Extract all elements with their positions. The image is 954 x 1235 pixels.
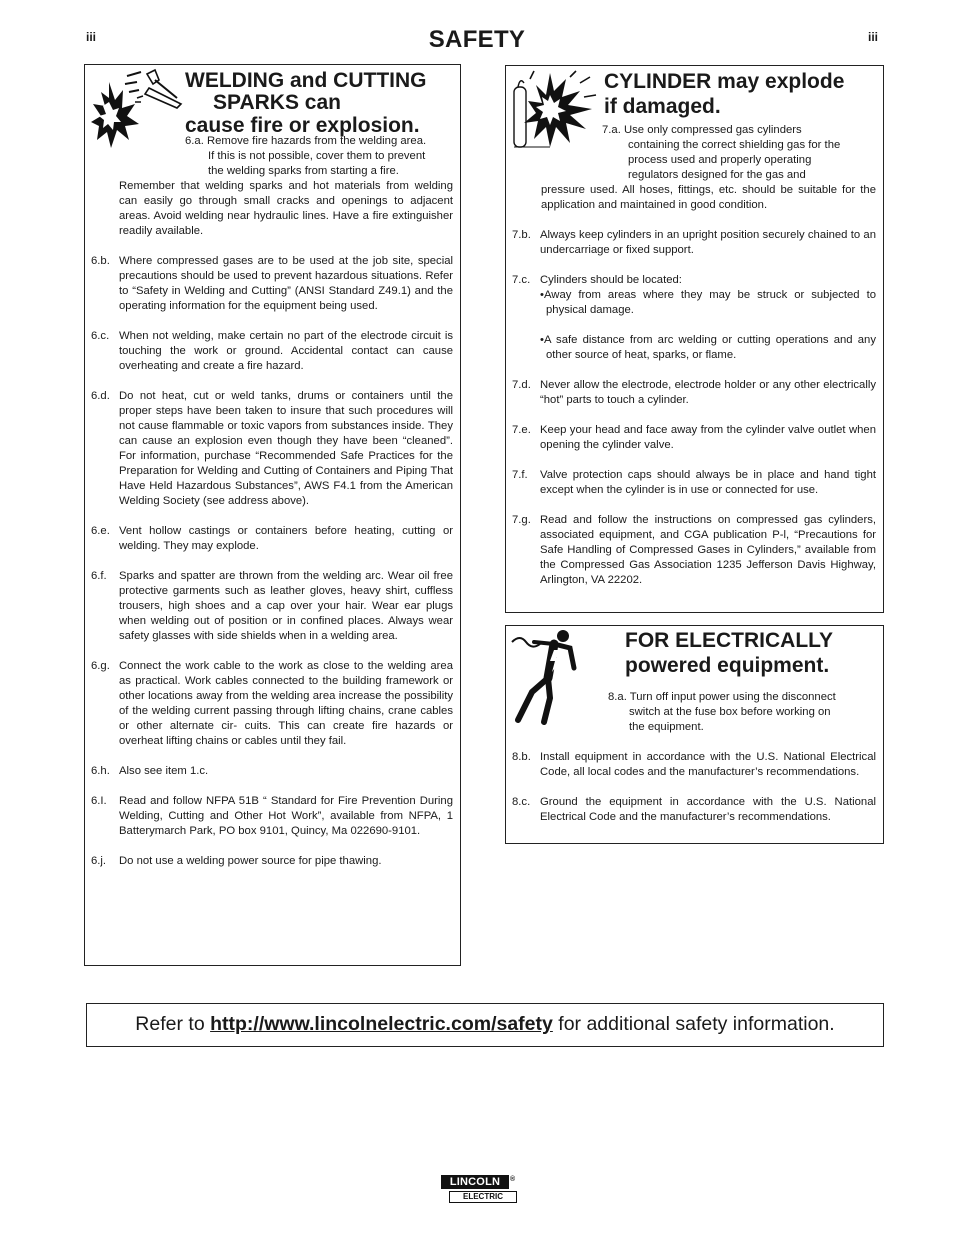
item-number: 7.e.	[512, 424, 531, 436]
item-7g	[512, 513, 876, 588]
page-number-right: iii	[868, 30, 879, 44]
welding-section-title	[185, 70, 460, 137]
item-text: Install equipment in accordance with the U.S. National Electrical Code, all local codes and the manufacturer’s recommendations.	[540, 751, 876, 778]
refer-suffix: for additional safety information.	[552, 1013, 835, 1035]
item-text: Connect the work cable to the work as close to the welding area as practical. Work cables connected to the building framework or other locations away from the welding area increase the possibility of the welding current passing through lifting chains, crane cables or other alternate cir- cuits. This can create fire hazards or overheat lifting chains or cables until they fail.	[119, 660, 453, 747]
item-6d	[91, 389, 453, 509]
item-text	[540, 273, 876, 363]
item-text: Also see item 1.c.	[119, 765, 209, 777]
item-8a	[512, 690, 876, 735]
electric-items-list	[512, 690, 876, 825]
item-7a-line4: regulators designed for the gas and	[628, 169, 806, 181]
item-number: 6.I.	[91, 795, 107, 807]
item-number: 6.c.	[91, 330, 110, 342]
page-title: SAFETY	[428, 26, 526, 53]
item-8a-line3: the equipment.	[629, 721, 704, 733]
item-text: Read and follow NFPA 51B “ Standard for Fire Prevention During Welding, Cutting and Other Hot Work”, available from NFPA, 1 Batterymarch Park, PO box 9101, Quincy, Ma 022690-9101.	[119, 795, 453, 837]
item-6e	[91, 524, 453, 554]
refer-prefix: Refer to	[135, 1013, 211, 1035]
item-7f	[512, 468, 876, 498]
item-number: 6.d.	[91, 390, 110, 402]
item-7a-lead: 7.a. Use only compressed gas cylinders	[602, 124, 802, 136]
item-7c	[512, 273, 876, 363]
item-6j	[91, 854, 453, 869]
item-number: 6.g.	[91, 660, 110, 672]
item-number: 6.e.	[91, 525, 110, 537]
item-text: Sparks and spatter are thrown from the welding arc. Wear oil free protective garments such as leather gloves, heavy shirt, cuffless trousers, high shoes and a cap over your hair. Wear ear plugs when welding out of position or in confined places. Always wear safety glasses with side shields when in a welding area.	[119, 570, 453, 642]
welding-title-line1: WELDING and CUTTING	[185, 69, 427, 92]
page-number-left: iii	[86, 30, 97, 44]
item-7a-rest: pressure used. All hoses, fittings, etc. should be suitable for the application and maintained in good condition.	[541, 184, 876, 211]
item-text: Keep your head and face away from the cylinder valve outlet when opening the cylinder valve.	[540, 424, 876, 451]
item-text: Ground the equipment in accordance with the U.S. National Electrical Code and the manufacturer’s recommendations.	[540, 796, 876, 823]
electric-section-title	[625, 629, 880, 679]
item-number: 6.b.	[91, 255, 110, 267]
item-6h	[91, 764, 453, 779]
welding-title-line2: SPARKS can	[213, 91, 341, 115]
cylinder-title-line1: CYLINDER may explode	[604, 70, 845, 93]
lincoln-electric-logo	[441, 1175, 519, 1206]
electrical-equipment-section	[505, 625, 884, 844]
item-6c	[91, 329, 453, 374]
item-8a-line2: switch at the fuse box before working on	[629, 706, 831, 718]
item-6i	[91, 794, 453, 839]
item-6b	[91, 254, 453, 314]
item-number: 7.f.	[512, 469, 528, 481]
refer-safety-banner	[86, 1003, 884, 1047]
logo-registered-mark: ®	[510, 1176, 516, 1183]
electric-title-line2: powered equipment.	[625, 653, 830, 677]
item-6a-line2: If this is not possible, cover them to prevent	[208, 150, 426, 162]
cylinder-items-list	[512, 123, 876, 588]
item-7c-bullet: •Away from areas where they may be struck or subjected to physical damage.	[540, 289, 876, 316]
item-text: Do not use a welding power source for pipe thawing.	[119, 855, 382, 867]
item-6g	[91, 659, 453, 749]
item-6f	[91, 569, 453, 644]
item-number: 7.g.	[512, 514, 531, 526]
item-number: 6.h.	[91, 765, 110, 777]
item-7a	[512, 123, 876, 213]
item-6a	[91, 134, 453, 239]
item-text: Where compressed gases are to be used at the job site, special precautions should be used to prevent hazardous situations. Refer to “Safety in Welding and Cutting” (ANSI Standard Z49.1) and the operating information for the equipment being used.	[119, 255, 453, 312]
item-8b	[512, 750, 876, 780]
item-6a-rest: Remember that welding sparks and hot materials from welding can easily go through small cracks and openings to adjacent areas. Avoid welding near hydraulic lines. Have a fire extinguisher readily available.	[119, 180, 453, 237]
item-7c-lead: Cylinders should be located:	[540, 274, 682, 286]
item-7b	[512, 228, 876, 258]
welding-items-list	[91, 134, 453, 869]
item-number: 6.f.	[91, 570, 107, 582]
item-8c	[512, 795, 876, 825]
cylinder-explode-section	[505, 65, 884, 613]
electric-title-line1: FOR ELECTRICALLY	[625, 629, 834, 652]
item-number: 6.j.	[91, 855, 107, 867]
item-text: Valve protection caps should always be in place and hand tight except when the cylinder is in use or connected for use.	[540, 469, 876, 496]
item-text: Read and follow the instructions on compressed gas cylinders, associated equipment, and CGA publication P-l, “Precautions for Safe Handling of Compressed Gases in Cylinders,” available from the Compressed Gas Association 1235 Jefferson Davis Highway, Arlington, VA 22202.	[540, 514, 876, 586]
item-text: Do not heat, cut or weld tanks, drums or containers until the proper steps have been taken to insure that such procedures will not cause flammable or toxic vapors from substances inside. They can cause an explosion even though they have been “cleaned”. For information, purchase “Recommended Safe Practices for the Preparation for Welding and Cutting of Containers and Piping That Have Held Hazardous Substances”, AWS F4.1 from the American Welding Society (see address above).	[119, 390, 453, 507]
item-7c-bullet: •A safe distance from arc welding or cutting operations and any other source of heat, sparks, or flame.	[540, 334, 876, 361]
item-text: Vent hollow castings or containers before heating, cutting or welding. They may explode.	[119, 525, 453, 552]
refer-text	[87, 1013, 883, 1036]
item-text: Always keep cylinders in an upright position securely chained to an undercarriage or fixed support.	[540, 229, 876, 256]
logo-lincoln: LINCOLN	[441, 1175, 509, 1189]
item-6a-line3: the welding sparks from starting a fire.	[208, 165, 399, 177]
cylinder-title-line2: if damaged.	[604, 95, 721, 119]
welding-title-line3: cause fire or explosion.	[185, 113, 420, 137]
item-7e	[512, 423, 876, 453]
item-8a-lead: 8.a. Turn off input power using the disconnect	[608, 691, 836, 703]
item-7a-line3: process used and properly operating	[628, 154, 812, 166]
item-text: When not welding, make certain no part of the electrode circuit is touching the work or ground. Accidental contact can cause overheating and create a fire hazard.	[119, 330, 453, 372]
safety-url-link[interactable]: http://www.lincolnelectric.com/safety	[210, 1013, 553, 1035]
item-number: 7.d.	[512, 379, 531, 391]
logo-electric: ELECTRIC	[449, 1191, 517, 1203]
item-7a-line2: containing the correct shielding gas for the	[628, 139, 841, 151]
welding-sparks-section	[84, 64, 461, 966]
item-7d	[512, 378, 876, 408]
cylinder-section-title	[604, 69, 879, 119]
item-number: 8.b.	[512, 751, 531, 763]
item-text: Never allow the electrode, electrode holder or any other electrically “hot” parts to touch a cylinder.	[540, 379, 876, 406]
item-6a-lead: 6.a. Remove fire hazards from the welding area.	[185, 135, 427, 147]
item-number: 7.b.	[512, 229, 531, 241]
item-number: 8.c.	[512, 796, 531, 808]
item-number: 7.c.	[512, 274, 531, 286]
